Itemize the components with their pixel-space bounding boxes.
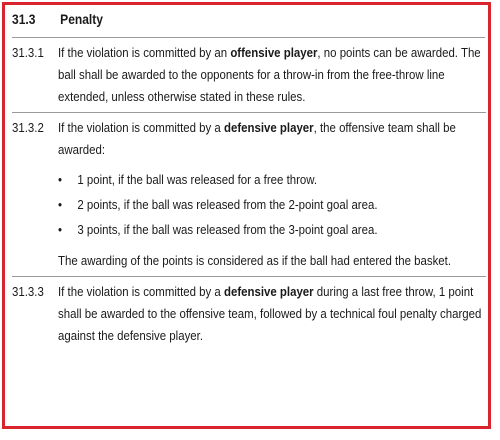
rule-text-bold: offensive player: [230, 45, 318, 60]
rule-text-bold: defensive player: [223, 284, 314, 299]
rule-number: 31.3.2: [12, 120, 44, 135]
rule-text: [58, 113, 491, 276]
rule-text: [58, 38, 491, 112]
rule-row-31-3-2: [12, 113, 486, 277]
rule-content: [12, 11, 486, 351]
section-heading: [12, 11, 485, 38]
rule-row-31-3-1: [12, 38, 486, 113]
rule-number: 31.3.1: [12, 45, 44, 60]
section-title: Penalty: [60, 11, 103, 27]
rule-text-post: during a last free throw, 1 point shall be awarded to the offensive team, followed by a technical foul penalty charged against the defensive player.: [58, 284, 482, 343]
list-item: [58, 167, 491, 192]
section-number: 31.3: [12, 11, 36, 27]
point-text: 2 points, if the ball was released from the 2-point goal area.: [77, 197, 378, 212]
list-item: [58, 217, 491, 242]
rule-text-post: , no points can be awarded. The ball shall be awarded to the opponents for a throw-in from the free-throw line extended, unless otherwise stated in these rules.: [58, 45, 481, 104]
rule-row-31-3-3: [12, 277, 486, 351]
point-text: 3 points, if the ball was released from the 3-point goal area.: [77, 222, 378, 237]
list-item: [58, 192, 491, 217]
bullet-dot-icon: •: [58, 222, 63, 237]
rule-text-post: , the offensive team shall be awarded:: [58, 120, 456, 157]
bullet-dot-icon: •: [58, 172, 63, 187]
points-list: [58, 167, 491, 242]
rule-text-pre: If the violation is committed by a: [58, 284, 224, 299]
bullet-dot-icon: •: [58, 197, 63, 212]
rule-text-pre: If the violation is committed by a: [58, 120, 224, 135]
rule-text-pre: If the violation is committed by an: [58, 45, 231, 60]
rule-number: 31.3.3: [12, 284, 44, 299]
rule-note: The awarding of the points is considered as if the ball had entered the basket.: [58, 253, 452, 268]
rule-frame: [2, 2, 491, 429]
point-text: 1 point, if the ball was released for a free throw.: [77, 172, 318, 187]
rule-text: [58, 277, 491, 351]
rule-text-bold: defensive player: [223, 120, 314, 135]
